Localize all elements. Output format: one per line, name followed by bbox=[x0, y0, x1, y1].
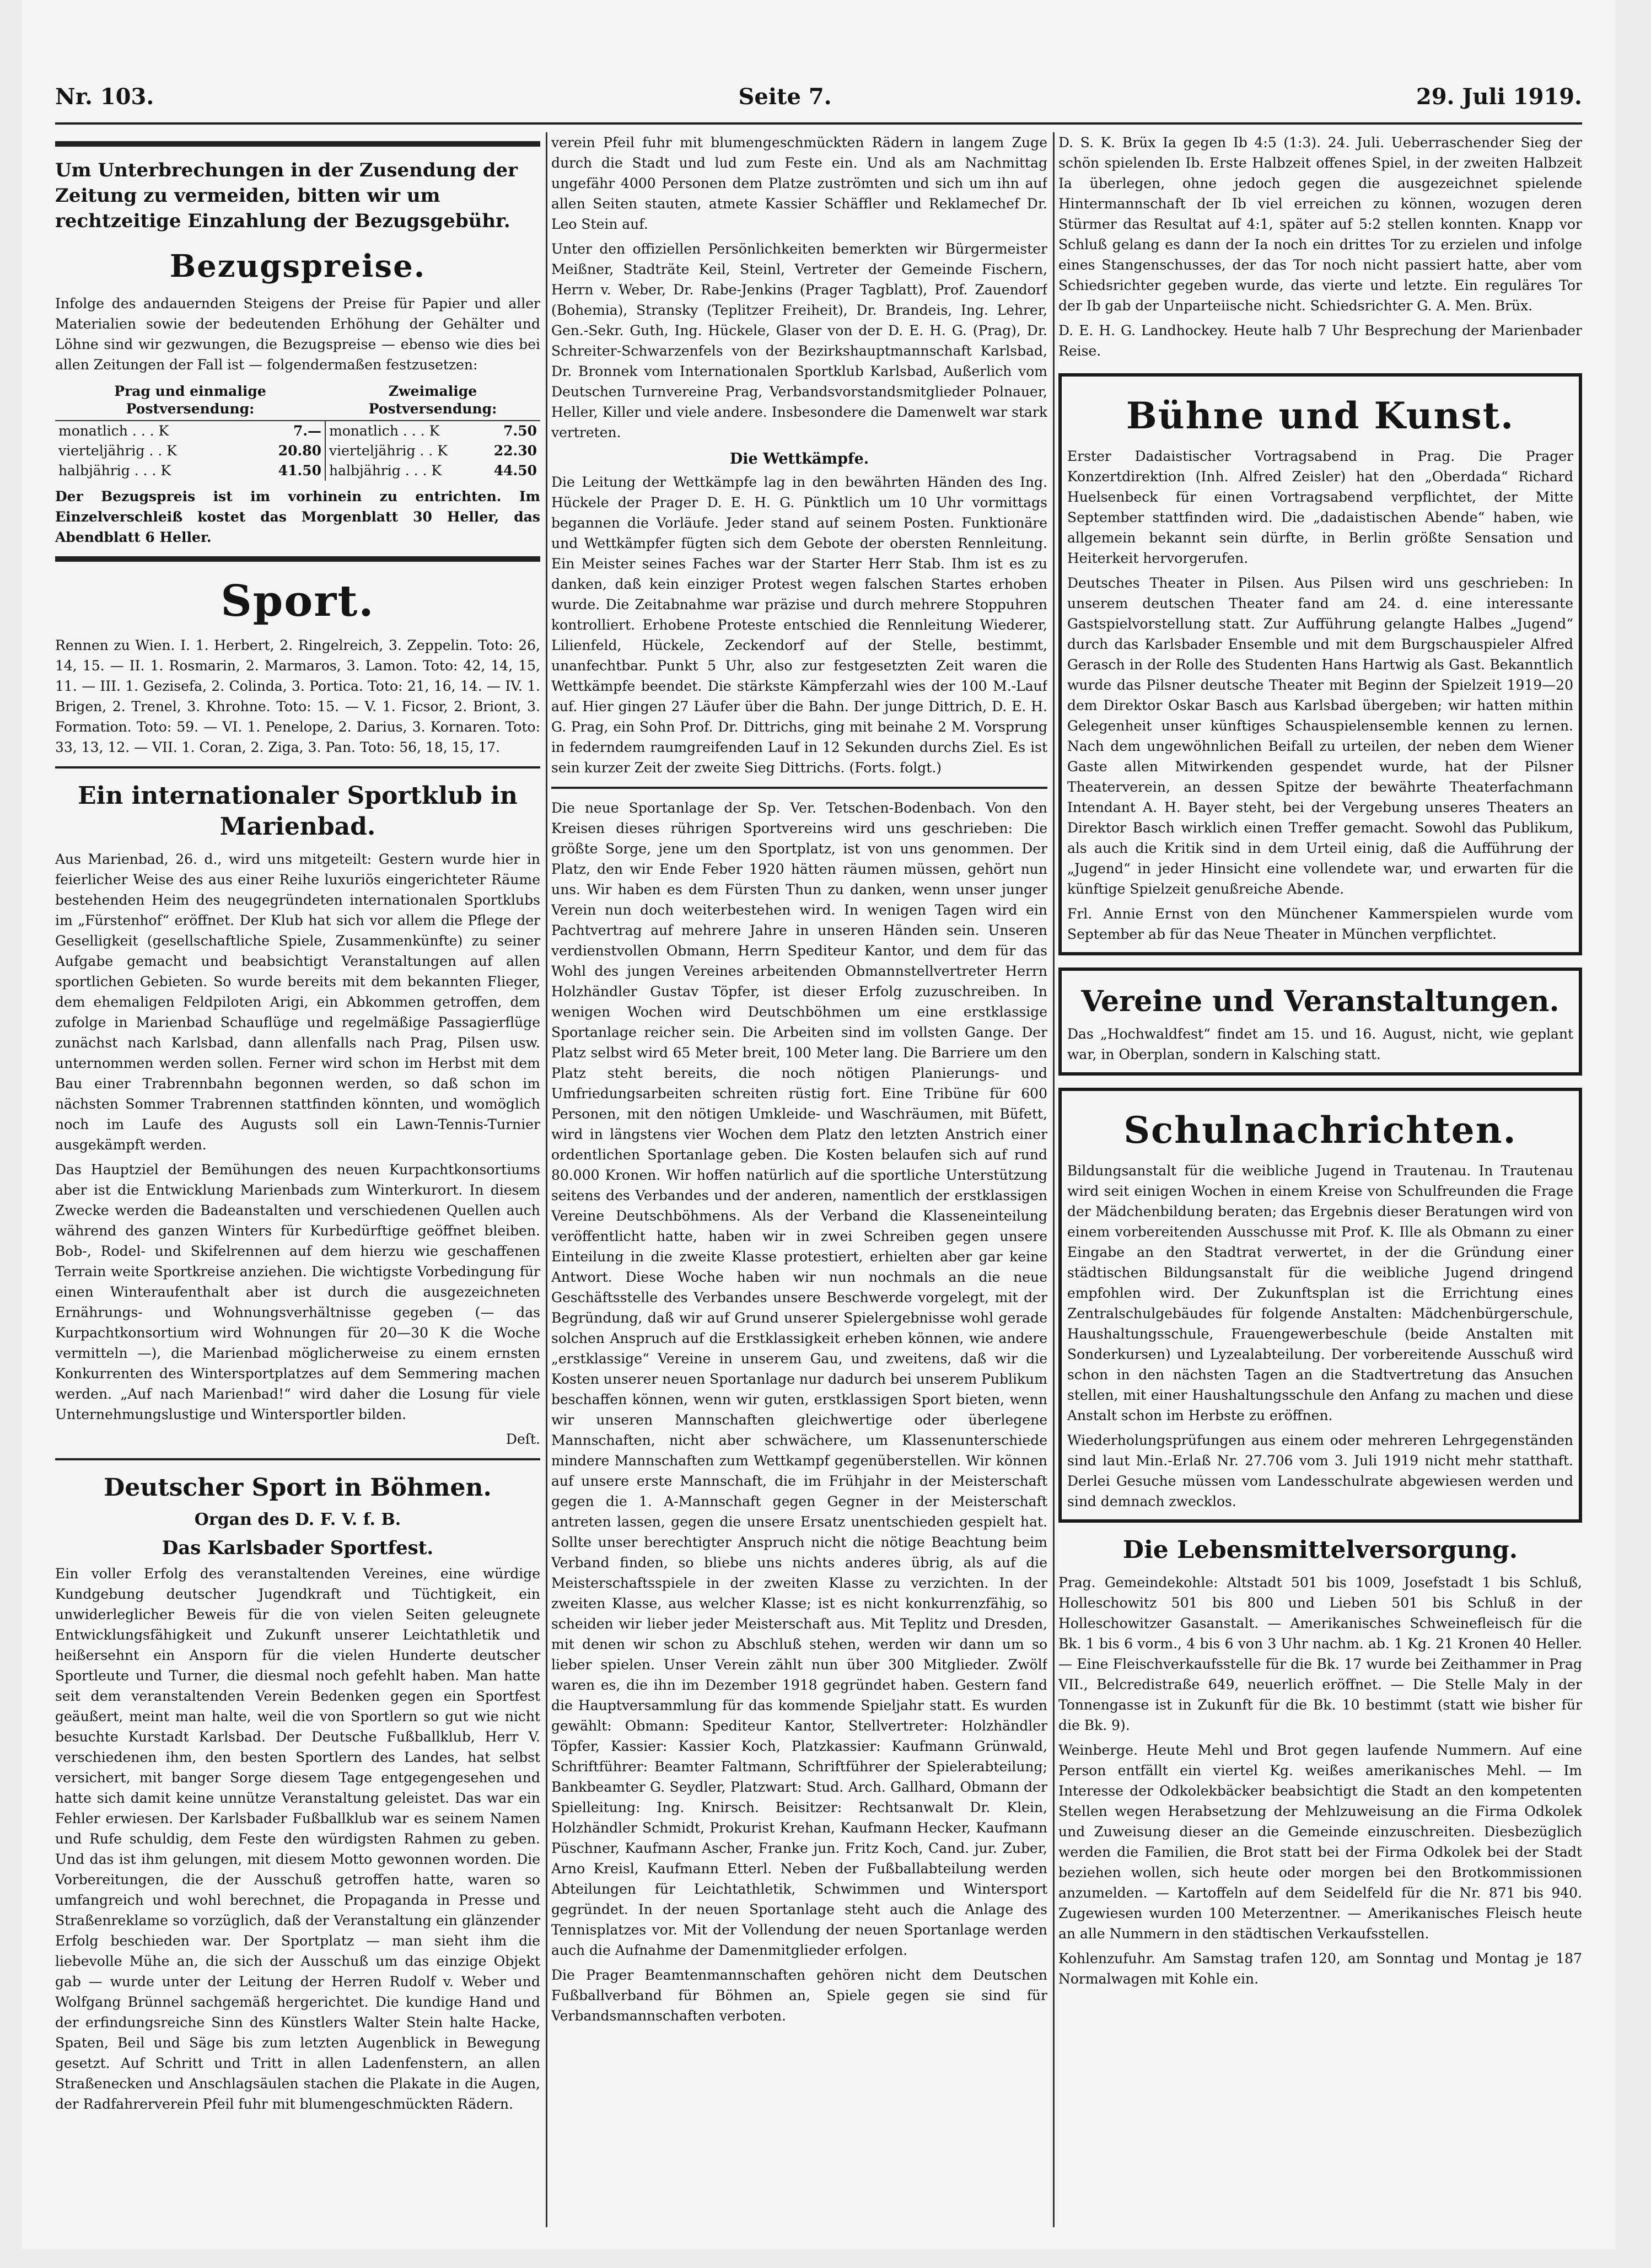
match-report: D. S. K. Brüx Ia gegen Ib 4:5 (1:3). 24. Juli. Ueberraschender Sieg der schön spielenden Ib. Erste Halbzeit offenes Spiel, in der zweiten Halbzeit Ia überlegen, ohne jedoch gegen die ausgezeichnet spielende Hintermannschaft der Ib viel erreichen zu können, wozugen deren Stürmer das Resultat auf 4:1, später auf 5:2 stellen konnten. Knapp vor Schluß gelang es dann der Ia noch ein drittes Tor zu erzielen und infolge eines Stangenschusses, der das Tor noch nicht passiert hatte, aber vom Schiedsrichter gegeben wurde, das vierte und letzte. Ein reguläres Tor der Ib gab der Unparteiische nicht. Schiedsrichter G. A. Men. Brüx. bbox=[1058, 135, 1582, 314]
lebensmittel-paragraph: Kohlenzufuhr. Am Samstag trafen 120, am Sonntag und Montag je 187 Normalwagen mit Kohle ein. bbox=[1058, 1950, 1582, 1987]
price-amount: 44.50 bbox=[493, 463, 537, 479]
article-paragraph: Unter den offiziellen Persönlichkeiten bemerkten wir Bürgermeister Meißner, Stadträte Keil, Steinl, Vertreter der Gemeinde Fischern, Herrn v. Weber, Dr. Rabe-Jenkins (Prager Tagblatt), Prof. Zauendorf (Bohemia), Stransky (Teplitzer Freiheit), Dr. Brandeis, Ing. Lehrer, Gen.-Sekr. Guth, Ing. Hückele, Glaser von der D. E. H. G. (Prag), Dr. Schreiter-Schwarzenfels von der Bezirkshauptmannschaft Karlsbad, Dr. Bronnek vom Internationalen Sportklub Karlsbad, Außerlich vom Deutschen Turnvereine Prag, Verbandsvorstandsmitglieder Polnauer, Heller, Killer und viele andere. Insbesondere die Damenwelt war stark vertreten. bbox=[551, 241, 1047, 440]
column-2 bbox=[551, 132, 1047, 2227]
divider bbox=[55, 1458, 540, 1460]
price-label: halbjährig . . . K bbox=[329, 463, 442, 479]
buehne-heading: Bühne und Kunst. bbox=[1126, 394, 1515, 437]
wettkaempfe-heading: Die Wettkämpfe. bbox=[729, 450, 869, 467]
column-1 bbox=[55, 132, 540, 2227]
fest-paragraph: Ein voller Erfolg des veranstaltenden Vereines, eine würdige Kundgebung deutscher Jugendkraft und Tüchtigkeit, ein unwiderleglicher Beweis für die von vielen Seiten geleugnete Entwicklungsfähigkeit und Zukunft unserer Leichtathletik und heißersehnt ein Ansporn für die vielen Hunderte deutscher Sportleute und Turner, die diesmal noch gefehlt haben. Man hatte seit dem veranstaltenden Verein Bedenken gegen ein Sportfest geäußert, meint man halte, weil die von Sportlern so gut wie nicht besuchte Kurstadt Karlsbad. Der Deutsche Fußballklub, Herr V. verschiedenen ihm, den besten Sportlern des Landes, hat selbst versichert, mit banger Sorge diesem Tage entgegengesehen und hatte sich damit keine unnütze Veranstaltung geleistet. Das war ein Fehler erwiesen. Der Karlsbader Fußballklub war es seinem Namen und Rufe schuldig, dem Feste den würdigsten Rahmen zu geben. Und das ist ihm gelungen, mit diesem Motto gewonnen worden. Die Vorbereitungen, die der Ausschuß getroffen hatte, waren so umfangreich und wohl berechnet, die Propaganda in Presse und Straßenreklame so vorzüglich, daß der Veranstaltung ein glänzender Erfolg beschieden war. Der Sportplatz — man sieht ihm die liebevolle Mühe an, die sich der Ausschuß um das einzige Objekt gab — wurde unter der Leitung der Herren Rudolf v. Weber und Wolfgang Brünnel sachgemäß hergerichtet. Die kundige Hand und der erfindungsreiche Sinn des Künstlers Walter Stein halte Hacke, Spaten, Beil und Säge bis zum letzten Augenblick in Bewegung gesetzt. Auf Schritt und Tritt in allen Ladenfenstern, an allen Straßenecken und Anschlagsäulen stachen die Plakate in die Augen, der Radfahrerverein Pfeil fuhr mit blumengeschmückten Rädern. bbox=[55, 1566, 540, 2112]
price-table bbox=[55, 380, 540, 481]
section-box bbox=[1058, 1088, 1582, 1523]
vereine-paragraph: Das „Hochwaldfest“ findet am 15. und 16. August, nicht, wie geplant war, in Oberplan, sondern in Kalsching statt. bbox=[1067, 1026, 1573, 1062]
prices-note: Der Bezugspreis ist im vorhinein zu entrichten. Im Einzelverschleiß kostet das Morgenblatt 30 Heller, das Abendblatt 6 Heller. bbox=[55, 488, 540, 545]
divider bbox=[551, 787, 1047, 789]
price-table-head-left: Prag und einmalige Postversendung: bbox=[55, 380, 325, 421]
article-paragraph: Die Prager Beamtenmannschaften gehören nicht dem Deutschen Fußballverband für Böhmen an, Spiele gegen sie sind für Verbandsmannschaften verboten. bbox=[551, 1967, 1047, 2024]
buehne-paragraph: Frl. Annie Ernst von den Münchener Kammerspielen wurde vom September ab für das Neue Theater in München verpflichtet. bbox=[1067, 906, 1573, 942]
club-heading: Ein internationaler Sportklub in Marienbad. bbox=[78, 782, 518, 841]
column-3 bbox=[1058, 132, 1582, 2227]
sportanlage-paragraph: Die neue Sportanlage der Sp. Ver. Tetschen-Bodenbach. Von den Kreisen dieses rührigen Sportvereins wird uns geschrieben: Die größte Sorge, jene um den Sportplatz, ist von uns genommen. Der Platz, den wir Ende Feber 1920 hätten räumen müssen, gehört nun uns. Wir haben es dem Fürsten Thun zu danken, wenn unser junger Verein nun doch weiterbestehen wird. In wenigen Tagen wird ein Pachtvertrag auf mehrere Jahre in unseren Händen sein. Unseren verdienstvollen Obmann, Herrn Spediteur Kantor, und dem für das Wohl des jungen Vereines arbeitenden Obmannstellvertreter Herrn Holzhändler Gustav Töpfer, ist dieser Erfolg zuzuschreiben. In wenigen Wochen wird Deutschböhmen um eine erstklassige Sportanlage reicher sein. Die Arbeiten sind im vollsten Gange. Der Platz selbst wird 65 Meter breit, 100 Meter lang. Die Barriere um den Platz steht bereits, die noch nötigen Planierungs- und Umfriedungsarbeiten schreiten rüstig fort. Eine Tribüne für 600 Personen, mit den nötigen Umkleide- und Waschräumen, mit Büfett, wird in längstens vier Wochen dem Platz den letzten Anstrich einer ordentlichen Sportanlage geben. Die Kosten belaufen sich auf rund 80.000 Kronen. Wir hoffen natürlich auf die sportliche Unterstützung seitens des Verbandes und der anderen, namentlich der erstklassigen Vereine Deutschböhmens. Als der Verband die Klasseneinteilung veröffentlicht hatte, haben wir in zwei Schreiben gegen unsere Einteilung in die zweite Klasse protestiert, erhielten aber gar keine Antwort. Diese Woche haben wir nun nochmals an die neue Geschäftsstelle des Verbandes unsere Beschwerde vorgelegt, mit der Begründung, daß wir auf Grund unserer Spielergebnisse wohl gerade solchen Anspruch auf die Erstklassigkeit erheben können, wie andere „erstklassige“ Vereine in unserem Gau, und zweitens, daß wir die Kosten unserer neuen Sportanlage nur dadurch bei unserem Publikum beschaffen können, wenn wir guten, erstklassigen Sport bieten, wenn wir unseren Mannschaften gleichwertige oder überlegene Mannschaften, nicht aber schwächere, um Klassenunterschiede mindere Mannschaften zum Wettkampf gegenüberstellen. Wir können auf unsere erste Mannschaft, die im Frühjahr in der Meisterschaft gegen die 1. A-Mannschaft gegen Gegner in der Meisterschaft antreten lassen, gegen die unsere Ersatz unentschieden gespielt hat. Sollte unser berechtigter Anspruch nicht die nötige Beachtung beim Verband finden, so bliebe uns nichts anderes übrig, als auf die Meisterschaftsspiele in der zweiten Klasse zu verzichten. In der zweiten Klasse, aus welcher Klasse; ist es nicht konkurrenzfähig, so scheiden wir lieber jeder Meisterschaft aus. Mit Teplitz und Dresden, mit denen wir schon zu Abschluß stehen, werden wir dann um so lieber spielen. Unser Verein zählt nun über 300 Mitglieder. Zwölf waren es, die ihn im Dezember 1918 gegründet haben. Gestern fand die Hauptversammlung für das kommende Spieljahr statt. Es wurden gewählt: Obmann: Spediteur Kantor, Stellvertreter: Holzhändler Töpfer, Kassier: Kassier Koch, Platzkassier: Kaufmann Grünwald, Schriftführer: Beamter Faltmann, Schriftführer der Spielerabteilung; Bankbeamter G. Seydler, Platzwart: Stud. Arch. Gallhard, Obmann der Spielleitung: Ing. Knirsch. Beisitzer: Rechtsanwalt Dr. Klein, Holzhändler Schmidt, Prokurist Krehan, Kaufmann Hecker, Kaufmann Püschner, Kaufmann Ascher, Franke jun. Fritz Koch, Cand. jur. Zuber, Arno Kreisl, Kaufmann Etterl. Neben der Fußballabteilung werden Abteilungen für Leichtathletik, Schwimmen und Wintersport gegründet. In der neuen Sportanlage steht auch die Anlage des Tennisplatzes vor. Mit der Vollendung der neuen Sportanlage werden auch die Aufnahme der Damenmitglieder erfolgen. bbox=[551, 800, 1047, 1958]
race-results: Rennen zu Wien. I. 1. Herbert, 2. Ringelreich, 3. Zeppelin. Toto: 26, 14, 15. — II. 1. Rosmarin, 2. Marmaros, 3. Lamon. Toto: 42, 14, 15, 11. — III. 1. Gezisefa, 2. Colinda, 3. Portica. Toto: 21, 16, 14. — IV. 1. Brigen, 2. Trenel, 3. Khrohne. Toto: 15. — V. 1. Ficsor, 2. Briont, 3. Formation. Toto: 59. — VI. 1. Penelope, 2. Darius, 3. Kornaren. Toto: 33, 13, 12. — VII. 1. Coran, 2. Ziga, 3. Pan. Toto: 56, 18, 15, 17. bbox=[55, 637, 540, 755]
bohemia-sport-heading: Deutscher Sport in Böhmen. bbox=[104, 1474, 492, 1502]
lebensmittel-heading: Die Lebensmittelversorgung. bbox=[1122, 1536, 1518, 1564]
divider bbox=[55, 766, 540, 768]
price-row bbox=[55, 441, 540, 461]
page-header bbox=[55, 77, 1582, 116]
club-paragraph: Das Hauptziel der Bemühungen des neuen Kurpachtkonsortiums aber ist die Entwicklung Marienbads zum Winterkurort. In diesem Zwecke werden die Badeanstalten und verschiedenen Quellen auch während des ganzen Winters für Kurbedürftige geöffnet bleiben. Bob-, Rodel- und Skifelrennen auf dem hierzu wie geschaffenen Terrain weite Sportkreise anziehen. Die wichtigste Vorbedingung für einen Winteraufenthalt aber ist durch die ausgezeichneten Ernährungs- und Wohnungsverhältnisse gegeben (— das Kurpachtkonsortium wird Wohnungen für 20—30 K die Woche vermitteln —), die Marienbad möglicherweise zu einem ernsten Konkurrenten des Wintersportplatzes auf dem Semmering machen werden. „Auf nach Marienbad!“ wird daher die Losung für viele Unternehmungslustige und Wintersportler bilden. bbox=[55, 1162, 540, 1422]
page-number: Seite 7. bbox=[738, 83, 832, 110]
lebensmittel-paragraph: Weinberge. Heute Mehl und Brot gegen laufende Nummern. Auf eine Person entfällt ein viertel Kg. weißes amerikanisches Mehl. — Im Interesse der Odkolekbäcker beabsichtigt die Stadt an den kompetenten Stellen wegen Herabsetzung der Mehlzuweisung an die Firma Odkolek und Zuweisung dieser an die Gemeinde einzuschreiten. Diesbezüglich werden die Familien, die Brot statt bei der Firma Odkolek bei der Stadt beziehen wollen, sich heute oder morgen bei den Brotkommissionen anzumelden. — Kartoffeln auf dem Seidelfeld für die Nr. 871 bis 940. Zugewiesen wurden 100 Meterzentner. — Amerikanisches Fleisch heute an alle Nummern in den städtischen Verkaufsstellen. bbox=[1058, 1742, 1582, 1942]
newspaper-page bbox=[22, 0, 1615, 2249]
price-amount: 22.30 bbox=[493, 443, 537, 459]
price-table-head-right: Zweimalige Postversendung: bbox=[325, 380, 540, 421]
club-paragraph: Aus Marienbad, 26. d., wird uns mitgeteilt: Gestern wurde hier in feierlicher Weise des aus einer Reihe luxuriös eingerichteter Räume bestehenden Heim des neugegründeten internationalen Sportklubs im „Fürstenhof“ eröffnet. Der Klub hat sich vor allem die Pflege der Geselligkeit (gesellschaftliche Spiele, Zusammenkünfte) zu seiner Aufgabe gemacht und beabsichtigt Veranstaltungen auf allen sportlichen Gebieten. So wurde bereits mit dem bekannten Flieger, dem ehemaligen Feldpiloten Arigi, ein Abkommen getroffen, dem zufolge in Marienbad Schauflüge und regelmäßige Passagierflüge zunächst nach Karlsbad, dann allenfalls nach Prag, Pilsen usw. unternommen werden sollen. Ferner wird schon im Herbst mit dem Bau einer Trabrennbahn begonnen werden, so daß schon im nächsten Sommer Trabrennen stattfinden könnten, und womöglich noch im Laufe des Augusts soll ein Lawn-Tennis-Turnier ausgekämpft werden. bbox=[55, 851, 540, 1153]
price-label: vierteljährig . . K bbox=[58, 443, 177, 459]
issue-date: 29. Juli 1919. bbox=[1416, 83, 1582, 110]
prices-heading: Bezugspreise. bbox=[169, 248, 426, 284]
bohemia-sport-subtitle: Organ des D. F. V. f. B. bbox=[194, 1510, 401, 1529]
section-box bbox=[1058, 968, 1582, 1076]
schul-paragraph: Wiederholungsprüfungen aus einem oder mehreren Lehrgegenständen sind laut Min.-Erlaß Nr. 27.706 vom 3. Juli 1919 nicht mehr statthaft. Derlei Gesuche müssen vom Landesschulrate abgewiesen werden und sind demnach zwecklos. bbox=[1067, 1432, 1573, 1509]
subscription-notice: Um Unterbrechungen in der Zusendung der Zeitung zu vermeiden, bitten wir um rechtzeitige Einzahlung der Bezugsgebühr. bbox=[55, 159, 518, 232]
vereine-heading: Vereine und Veranstaltungen. bbox=[1081, 985, 1559, 1018]
price-row bbox=[55, 421, 540, 441]
price-label: monatlich . . . K bbox=[58, 423, 169, 439]
buehne-paragraph: Erster Dadaistischer Vortragsabend in Prag. Die Prager Konzertdirektion (Inh. Alfred Zeisler) hat den „Oberdada“ Richard Huelsenbeck für einen Vortragsabend verpflichtet, der Mitte September stattfinden wird. Die „dadaistischen Abende“ haben, wie allgemein bekannt sein dürfte, in Berlin größte Sensation und Heiterkeit hervorgerufen. bbox=[1067, 448, 1573, 566]
column-rule bbox=[1053, 132, 1055, 2227]
price-amount: 7.— bbox=[246, 421, 325, 441]
header-rule bbox=[55, 122, 1582, 125]
hockey-note: D. E. H. G. Landhockey. Heute halb 7 Uhr Besprechung der Marienbader Reise. bbox=[1058, 323, 1582, 359]
lebensmittel-paragraph: Prag. Gemeindekohle: Altstadt 501 bis 1009, Josefstadt 1 bis Schluß, Holleschowitz 501 bis 800 und Lieben 501 bis Schluß in der Holleschowitzer Gasanstalt. — Amerikanisches Schweinefleisch für die Bk. 1 bis 6 vorm., 4 bis 6 von 3 Uhr nachm. ab. 1 Kg. 21 Kronen 40 Heller. — Eine Fleischverkaufsstelle für die Bk. 17 wurde bei Zeithammer in Prag VII., Belcredistraße 649, neuerlich eröffnet. — Die Stelle Maly in der Tonnengasse ist in Zukunft für die Bk. 10 bestimmt (statt wie bisher für die Bk. 9). bbox=[1058, 1574, 1582, 1733]
article-paragraph: verein Pfeil fuhr mit blumengeschmückten Rädern in langem Zuge durch die Stadt und lud zum Feste ein. Und als am Nachmittag ungefähr 4000 Personen dem Platze zuströmten und sich um ihn auf allen Seiten stauten, atmete Kassier Schäffler und Reklamechef Dr. Leo Stein auf. bbox=[551, 135, 1047, 232]
issue-number: Nr. 103. bbox=[55, 83, 154, 110]
price-amount: 7.50 bbox=[503, 423, 537, 439]
club-signature: Deſt. bbox=[505, 1431, 540, 1447]
schul-paragraph: Bildungsanstalt für die weibliche Jugend in Trautenau. In Trautenau wird seit einigen Wochen in einem Kreise von Schulfreunden die Frage der Mädchenbildung beraten; das Ergebnis dieser Beratungen wird von einem vorbereitenden Ausschusse mit Prof. K. Ille als Obmann zu einer Eingabe an den Stadtrat verwertet, in der die Gründung einer städtischen Bildungsanstalt für die weibliche Jugend dringend empfohlen wird. Der Zukunftsplan ist die Errichtung eines Zentralschulgebäudes für folgende Anstalten: Mädchenbürgerschule, Haushaltungsschule, Frauengewerbeschule (beide Anstalten mit Sonderkursen) und Lyzealabteilung. Der vorbereitende Ausschuß wird schon in den nächsten Tagen an die Stadtvertretung das Ansuchen stellen, mit einer Haushaltungsschule den Anfang zu machen und diese Anstalt schon im Herbste zu eröffnen. bbox=[1067, 1163, 1573, 1423]
price-label: halbjährig . . . K bbox=[58, 463, 171, 479]
section-box bbox=[1058, 373, 1582, 955]
divider bbox=[55, 556, 540, 562]
fest-heading: Das Karlsbader Sportfest. bbox=[162, 1537, 434, 1559]
prices-intro: Infolge des andauernden Steigens der Preise für Papier und aller Materialien sowie der bedeutenden Erhöhung der Gehälter und Löhne sind wir gezwungen, die Bezugspreise — ebenso wie dies bei allen Zeitungen der Fall ist — folgendermaßen festzusetzen: bbox=[55, 295, 540, 373]
column-rule bbox=[546, 132, 547, 2227]
price-row bbox=[55, 461, 540, 481]
price-label: vierteljährig . . K bbox=[329, 443, 448, 459]
buehne-paragraph: Deutsches Theater in Pilsen. Aus Pilsen wird uns geschrieben: In unserem deutschen Theater fand am 24. d. eine interessante Gastspielvorstellung statt. Zur Aufführung gelangte Halbes „Jugend“ durch das Karlsbader Ensemble und mit dem Burgschauspieler Alfred Gerasch in der Rolle des Studenten Hans Hartwig als Gast. Bekanntlich wurde das Pilsner deutsche Theater mit Beginn der Spielzeit 1919—20 dem Direktor Oskar Basch aus Karlsbad übergeben; wir hatten mithin Gelegenheit unser künftiges Schauspielensemble kennen zu lernen. Nach dem ungewöhnlichen Beifall zu urteilen, der neben dem Wiener Gaste allen Mitwirkenden gespendet wurde, hat der Pilsner Theaterverein, an dessen Spitze der bewährte Theaterfachmann Intendant A. H. Bayer steht, bei der Vergebung unseres Theaters an Direktor Basch wirklich einen Treffer gemacht. Sowohl das Publikum, als auch die Kritik sind in dem Urteil einig, daß die Aufführung der „Jugend“ in jeder Hinsicht eine vollendete war, und erwarten für die künftige Spielzeit genußreiche Abende. bbox=[1067, 575, 1573, 897]
price-amount: 20.80 bbox=[246, 441, 325, 461]
schul-heading: Schulnachrichten. bbox=[1123, 1109, 1517, 1152]
price-amount: 41.50 bbox=[246, 461, 325, 481]
sport-heading: Sport. bbox=[221, 576, 375, 626]
article-paragraph: Die Leitung der Wettkämpfe lag in den bewährten Händen des Ing. Hückele der Prager D. E. H. G. Pünktlich um 10 Uhr vormittags begannen die Vorläufe. Jeder stand auf seinem Posten. Funktionäre und Wettkämpfer fügten sich dem Gebote der obersten Rennleitung. Ein Meister seines Faches war der Starter Herr Stab. Ihm ist es zu danken, daß kein einziger Protest wegen falschen Startes erhoben wurde. Die Zeitabnahme war präzise und durch mehrere Stoppuhren kontrolliert. Erhobene Proteste entschied die Rennleitung Wiederer, Lilienfeld, Hückele, Zeckendorf auf der Stelle, bestimmt, unanfechtbar. Punkt 5 Uhr, also zur festgesetzten Zeit waren die Wettkämpfe beendet. Die stärkste Kämpferzahl wies der 100 M.-Lauf auf. Hier gingen 27 Läufer über die Bahn. Der junge Dittrich, D. E. H. G. Prag, ein Sohn Prof. Dr. Dittrichs, ging mit beinahe 2 M. Vorsprung in federndem raumgreifenden Lauf in 12 Sekunden durchs Ziel. Es ist sein kurzer Zeit der zweite Sieg Dittrichs. (Forts. folgt.) bbox=[551, 474, 1047, 776]
divider bbox=[55, 141, 540, 147]
price-label: monatlich . . . K bbox=[329, 423, 440, 439]
